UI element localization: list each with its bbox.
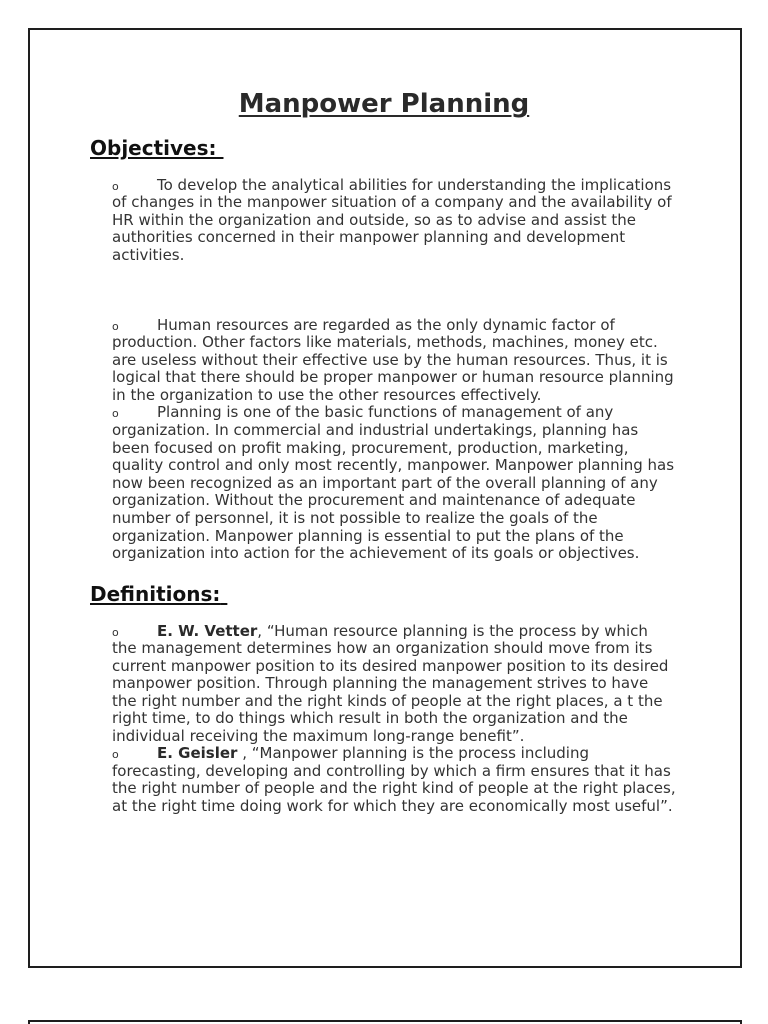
section-heading-text: Objectives: xyxy=(90,136,217,160)
paragraph-line: activities. xyxy=(112,245,185,264)
paragraph-text: , “Manpower planning is the process including xyxy=(237,744,589,762)
paragraph-line: of changes in the manpower situation of a company and the availability of xyxy=(112,193,672,211)
section-heading-text: Definitions: xyxy=(90,582,221,606)
paragraph-line xyxy=(112,177,672,195)
definition-item xyxy=(112,623,676,746)
section-heading-definitions xyxy=(90,582,227,606)
paragraph-line: now been recognized as an important part of the overall planning of any xyxy=(112,473,658,492)
paragraph-line xyxy=(112,745,676,763)
paragraph-text: Human resources are regarded as the only dynamic factor of xyxy=(157,315,615,334)
document-title-text: Manpower Planning xyxy=(238,89,530,119)
paragraph-line: the right number and the right kinds of people at the right places, a t the xyxy=(112,691,663,710)
paragraph-line: in the organization to use the other resources effectively. xyxy=(112,385,542,404)
paragraph-line: at the right time doing work for which they are economically most useful”. xyxy=(112,796,673,815)
objectives-item xyxy=(112,317,674,405)
paragraph-line: logical that there should be proper manpower or human resource planning xyxy=(112,368,674,387)
paragraph-line: current manpower position to its desired manpower position to its desired xyxy=(112,656,669,675)
paragraph-line: organization. In commercial and industrial undertakings, planning has xyxy=(112,421,639,440)
paragraph-text: To develop the analytical abilities for understanding the implications xyxy=(157,175,672,194)
bullet-marker: o xyxy=(112,179,119,193)
paragraph-line: the right number of people and the right kind of people at the right places, xyxy=(112,779,676,797)
bullet-marker: o xyxy=(112,319,119,333)
paragraph-line: manpower position. Through planning the management strives to have xyxy=(112,674,649,692)
paragraph-line: quality control and only most recently, manpower. Manpower planning has xyxy=(112,456,675,475)
bullet-marker: o xyxy=(112,407,119,421)
paragraph-line: right time, to do things which result in both the organization and the xyxy=(112,709,628,727)
paragraph-line: HR within the organization and outside, so as to advise and assist the xyxy=(112,210,636,229)
paragraph-line: organization. Without the procurement and maintenance of adequate xyxy=(112,491,636,510)
definition-item xyxy=(112,745,676,815)
paragraph-line xyxy=(112,623,676,641)
paragraph-text: , “Human resource planning is the process by which xyxy=(257,621,648,640)
section-heading-objectives xyxy=(90,136,223,160)
definitions-list xyxy=(112,623,676,816)
bullet-marker: o xyxy=(112,625,119,639)
objectives-item-group xyxy=(112,317,674,563)
paragraph-line: organization into action for the achievement of its goals or objectives. xyxy=(112,544,640,563)
objectives-item xyxy=(112,177,672,265)
paragraph-line: the management determines how an organization should move from its xyxy=(112,639,653,657)
author-name: E. W. Vetter xyxy=(157,621,258,640)
paragraph-line: authorities concerned in their manpower planning and development xyxy=(112,228,626,246)
objectives-item xyxy=(112,404,674,562)
paragraph-line: organization. Manpower planning is essential to put the plans of the xyxy=(112,526,624,545)
paragraph-line: individual receiving the maximum long-range benefit”. xyxy=(112,726,525,745)
paragraph-text: Planning is one of the basic functions of management of any xyxy=(157,403,614,422)
paragraph-line: production. Other factors like materials, methods, machines, money etc. xyxy=(112,333,658,352)
bullet-marker: o xyxy=(112,748,119,761)
paragraph-line: been focused on profit making, procurement, production, marketing, xyxy=(112,438,629,457)
paragraph-line xyxy=(112,317,674,335)
document-title xyxy=(0,89,768,119)
paragraph-line: are useless without their effective use by the human resources. Thus, it is xyxy=(112,350,668,369)
paragraph-line xyxy=(112,404,674,422)
author-name: E. Geisler xyxy=(157,744,238,762)
paragraph-line: forecasting, developing and controlling by which a firm ensures that it has xyxy=(112,761,671,780)
next-page-border xyxy=(28,1020,742,1024)
paragraph-line: number of personnel, it is not possible to realize the goals of the xyxy=(112,509,598,528)
